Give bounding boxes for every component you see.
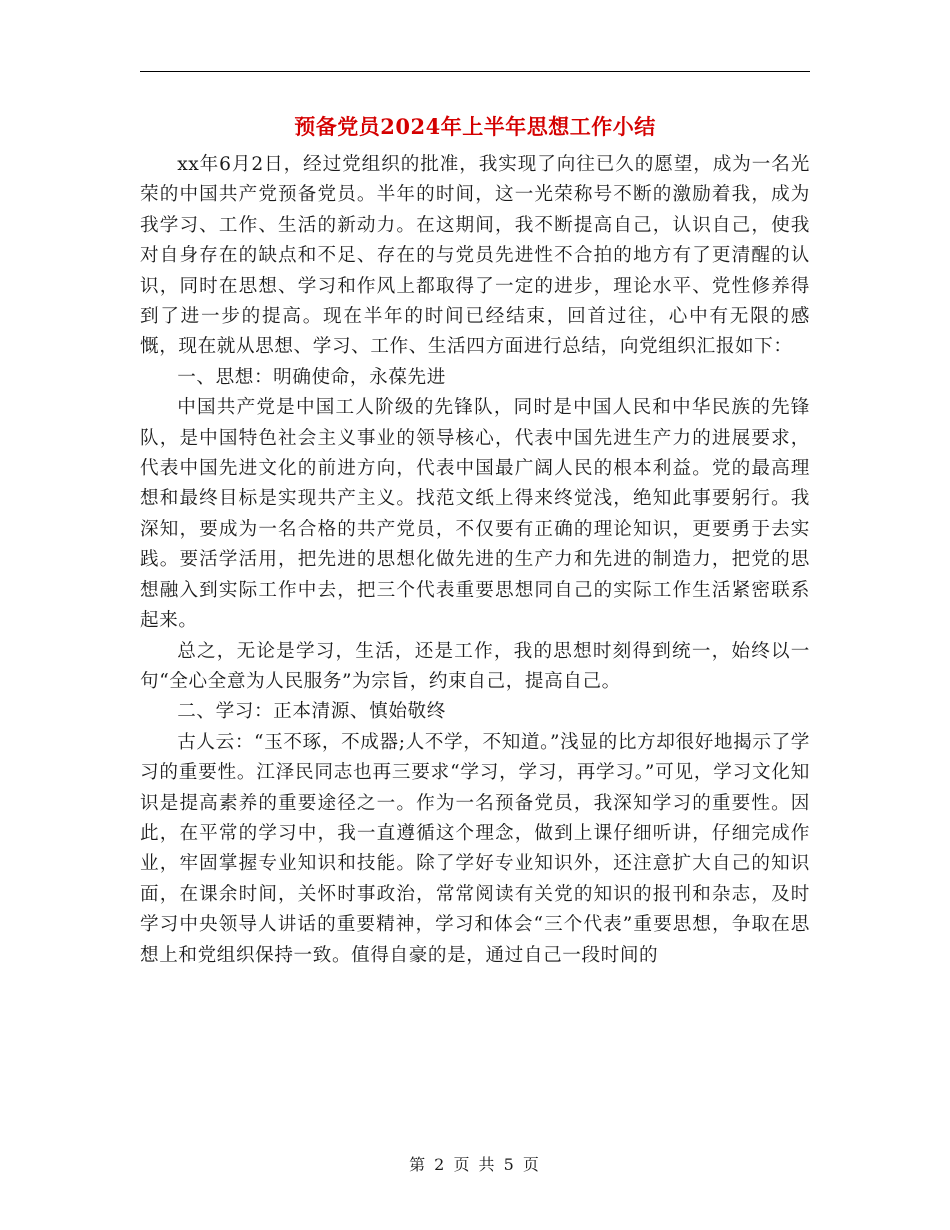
paragraph-study: 古人云：“玉不琢，不成器;人不学，不知道。”浅显的比方却很好地揭示了学习的重要性。江泽民同志也再三要求“学习，学习，再学习。”可见，学习文化知识是提高素养的重要途径之一。作为一名预备党员，我深知学习的重要性。因此，在平常的学习中，我一直遵循这个理念，做到上课仔细听讲，仔细完成作业，牢固掌握专业知识和技能。除了学好专业知识外，还注意扩大自己的知识面，在课余时间，关怀时事政治，常常阅读有关党的知识的报刊和杂志，及时学习中央领导人讲话的重要精神，学习和体会“三个代表”重要思想，争取在思想上和党组织保持一致。值得自豪的是，通过自己一段时间的 (140, 731, 810, 966)
section-heading-study: 二、学习：正本清源、慎始敬终 (177, 701, 446, 723)
page-footer: 第 2 页 共 5 页 (409, 1155, 541, 1174)
paragraph-party-vanguard: 中国共产党是中国工人阶级的先锋队，同时是中国人民和中华民族的先锋队，是中国特色社会主义事业的领导核心，代表中国先进生产力的进展要求，代表中国先进文化的前进方向，代表中国最广阔人民的根本利益。党的最高理想和最终目标是实现共产主义。找范文纸上得来终觉浅，绝知此事要躬行。我深知，要成为一名合格的共产党员，不仅要有正确的理论知识，更要勇于去实践。要活学活用，把先进的思想化做先进的生产力和先进的制造力，把党的思想融入到实际工作中去，把三个代表重要思想同自己的实际工作生活紧密联系起来。 (140, 397, 810, 632)
section-heading-thought: 一、思想：明确使命，永葆先进 (177, 366, 446, 388)
paragraph-intro: xx年6月2日，经过党组织的批准，我实现了向往已久的愿望，成为一名光荣的中国共产党预备党员。半年的时间，这一光荣称号不断的激励着我，成为我学习、工作、生活的新动力。在这期间，我不断提高自己，认识自己，使我对自身存在的缺点和不足、存在的与党员先进性不合拍的地方有了更清醒的认识，同时在思想、学习和作风上都取得了一定的进步，理论水平、党性修养得到了进一步的提高。现在半年的时间已经结束，回首过往，心中有无限的感慨，现在就从思想、学习、工作、生活四方面进行总结，向党组织汇报如下： (140, 154, 810, 358)
document-title: 预备党员2024年上半年思想工作小结 (294, 114, 656, 139)
document-body (140, 150, 810, 971)
header-rule (140, 71, 810, 72)
paragraph-summary-thought: 总之，无论是学习，生活，还是工作，我的思想时刻得到统一，始终以一句“全心全意为人民服务”为宗旨，约束自己，提高自己。 (140, 640, 810, 692)
